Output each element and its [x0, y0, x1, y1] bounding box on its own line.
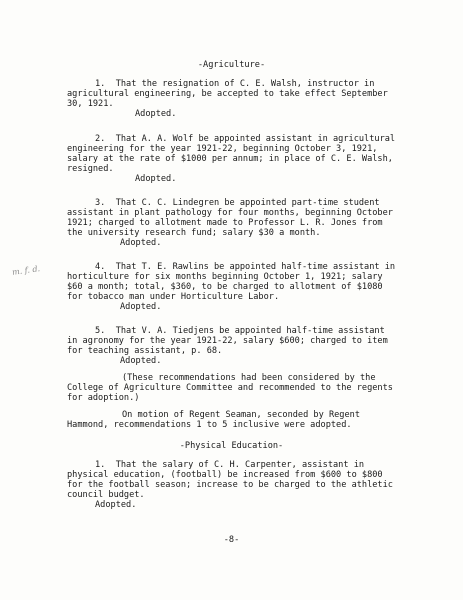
agri-item-5-line-2: in agronomy for the year 1921-22, salary $600; charged to item — [67, 336, 388, 346]
section-heading-physical-education: -Physical Education- — [179, 441, 284, 451]
agri-item-1-status: Adopted. — [135, 109, 177, 119]
pe-item-1-status: Adopted. — [95, 500, 137, 510]
committee-note-line-2: College of Agriculture Committee and recommended to the regents — [67, 383, 393, 393]
motion-line-1: On motion of Regent Seaman, seconded by Regent — [122, 410, 360, 420]
agri-item-4-line-1: 4. That T. E. Rawlins be appointed half-time assistant in — [95, 262, 396, 272]
agri-item-4-status: Adopted. — [120, 302, 162, 312]
agri-item-2-line-4: resigned. — [67, 164, 114, 174]
agri-item-1-line-1: 1. That the resignation of C. E. Walsh, instructor in — [95, 79, 375, 89]
committee-note-line-1: (These recommendations had been considered by the — [122, 373, 376, 383]
agri-item-2-line-3: salary at the rate of $1000 per annum; in place of C. E. Walsh, — [67, 154, 393, 164]
agri-item-3-line-1: 3. That C. C. Lindegren be appointed part-time student — [95, 198, 380, 208]
pe-item-1-line-1: 1. That the salary of C. H. Carpenter, assistant in — [95, 460, 365, 470]
agri-item-2-status: Adopted. — [135, 174, 177, 184]
agri-item-3-line-4: the university research fund; salary $30 a month. — [67, 228, 321, 238]
agri-item-2-line-1: 2. That A. A. Wolf be appointed assistant in agricultural — [95, 134, 396, 144]
committee-note-line-3: for adoption.) — [67, 393, 140, 403]
agri-item-3-line-2: assistant in plant pathology for four months, beginning October — [67, 208, 393, 218]
agri-item-4-line-2: horticulture for six months beginning October 1, 1921; salary — [67, 272, 383, 282]
page-number: -8- — [223, 535, 240, 545]
agri-item-4-line-3: $60 a month; total, $360, to be charged to allotment of $1080 — [67, 282, 383, 292]
pe-item-1-line-3: for the football season; increase to be charged to the athletic — [67, 480, 393, 490]
pe-item-1-line-4: council budget. — [67, 490, 145, 500]
motion-line-2: Hammond, recommendations 1 to 5 inclusive were adopted. — [67, 420, 352, 430]
agri-item-5-line-1: 5. That V. A. Tiedjens be appointed half-time assistant — [95, 326, 385, 336]
section-heading-agriculture: -Agriculture- — [197, 60, 266, 70]
agri-item-4-line-4: for tobacco man under Horticulture Labor. — [67, 292, 280, 302]
agri-item-3-status: Adopted. — [120, 238, 162, 248]
agri-item-1-line-3: 30, 1921. — [67, 99, 114, 109]
agri-item-5-status: Adopted. — [120, 356, 162, 366]
margin-annotation: m. f. d. — [11, 264, 41, 277]
agri-item-3-line-3: 1921; charged to allotment made to Professor L. R. Jones from — [67, 218, 383, 228]
pe-item-1-line-2: physical education, (football) be increased from $600 to $800 — [67, 470, 383, 480]
agri-item-2-line-2: engineering for the year 1921-22, beginning October 3, 1921, — [67, 144, 378, 154]
agri-item-1-line-2: agricultural engineering, be accepted to take effect September — [67, 89, 388, 99]
agri-item-5-line-3: for teaching assistant, p. 68. — [67, 346, 223, 356]
